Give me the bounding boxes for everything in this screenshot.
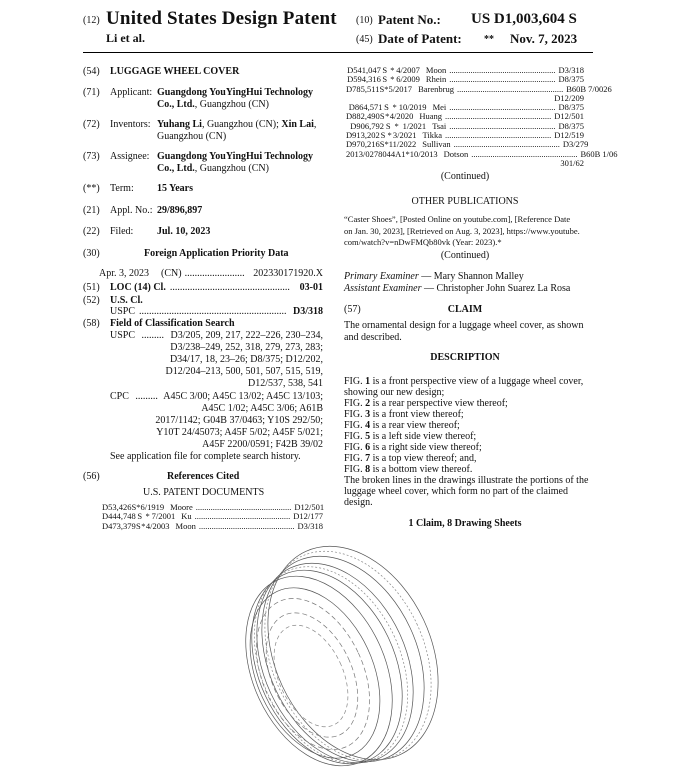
code-45: (45) [356,34,373,45]
ref-name: Moon [175,520,196,531]
claim-text [344,320,584,344]
ref-cited-by-examiner: * [145,511,150,522]
ref-kind: S [385,120,391,131]
inventor-1-location: , Guangzhou (CN); [201,119,282,130]
code-57: (57) [344,304,361,315]
patent-no-label: Patent No.: [378,12,441,27]
ref-class: D3/318 [558,65,584,75]
ref-date: 10/2019 [398,102,427,113]
priority-date: Apr. 3, 2023 [99,268,149,279]
reference-row: D864,571 S * 10/2019 Mei .................................................. D8/375 [346,103,584,112]
ref-kind: S [135,520,141,531]
code-21: (21) [83,205,100,216]
primary-examiner [344,271,524,283]
luggage-wheel-cover-drawing [215,535,475,775]
applicant-block [157,87,313,111]
priority-dots: ........................ [184,268,245,279]
other-publications-text [344,214,584,249]
reference-row: D913,202 S * 3/2021 Tikka .................................................. D12/519 [346,130,584,141]
other-pub-line: on Jan. 30, 2023], [Retrieved on Aug. 3, 2023], https://www.youtube. [344,225,580,236]
inventor-2: Xin Lai [281,119,314,130]
inventor-2-location: , [313,119,317,130]
field-usp: USPC [110,330,136,341]
field-line: D12/204–213, 500, 501, 507, 515, 519, [165,366,323,377]
ref-class: D3/318 [297,520,323,531]
ref-kind: S [382,74,388,85]
ref-number: D913,202 [346,130,380,141]
figure-line: FIG. 7 is a top view thereof; and, [344,453,477,464]
term-value: 15 Years [157,183,194,194]
filed-label: Filed: [110,226,134,237]
priority-row [99,268,323,280]
cpc-line: Y10T 24/45073; A45F 5/02; A45F 5/021; [156,427,323,438]
patent-number: US D1,003,604 S [471,11,577,27]
reference-row: D970,216 S * 11/2022 Sullivan .................................................. D3/279 [346,139,589,150]
applicant-location: , Guangzhou (CN) [194,99,269,110]
code-term: (**) [83,183,100,194]
code-51: (51) [83,282,100,293]
code-72: (72) [83,119,100,130]
ref-date: 10/2013 [409,148,438,159]
ref-kind: S [379,111,385,122]
ref-number: D970,216 [346,139,380,150]
loc-label: LOC (14) Cl. [110,282,166,293]
ref-class: D12/501 [294,502,325,512]
ref-date: 4/2020 [389,111,414,122]
code-58: (58) [83,318,100,329]
ref-class: D12/519 [554,130,584,141]
ref-date: 6/2009 [396,74,420,85]
reference-row-continuation [346,159,584,168]
reference-row: D785,511 S * 5/2017 Barenbrug .................................................. B60B 7/0026 [346,83,612,94]
ref-name: Rhein [425,74,447,85]
claim-line: and described. [344,332,402,343]
header-rule [83,52,593,53]
field-usp-dots: ......... [141,330,165,341]
ref-name: Tsai [432,120,447,131]
ref-cited-by-examiner: * [384,83,389,94]
code-73: (73) [83,151,100,162]
left-references [102,503,323,531]
figure-line: FIG. 2 is a rear perspective view thereof; [344,398,508,409]
patent-kind-title: United States Design Patent [106,8,337,29]
ref-kind: S [382,65,388,75]
ref-number: D444,748 [102,511,136,522]
references-heading: References Cited [167,471,240,482]
uscl-usp: USPC [110,306,136,317]
uscl-label: U.S. Cl. [110,295,143,306]
uscl-dots: ........................................................... [139,306,287,317]
other-publications-heading: OTHER PUBLICATIONS [411,196,519,207]
ref-cited-by-examiner: * [136,502,141,512]
fig-number: 3 [365,409,371,420]
broken-lines-line: design. [344,497,373,508]
continued-references: (Continued) [440,171,490,182]
reference-row: D473,379 S * 4/2003 Moon ............................................. D3/318 [102,520,323,531]
ref-number: D473,379 [102,520,136,531]
code-54: (54) [83,66,100,77]
ref-cited-by-examiner: * [392,102,397,113]
loc-dots: ................................................ [169,282,290,293]
other-pub-line: com/watch?v=nDwFMQb80vk (Year: 2023).* [344,237,502,247]
field-line: D3/205, 209, 217, 222–226, 230–234, [170,330,323,341]
code-52: (52) [83,295,100,306]
assignee-name-line2: Co., Ltd. [157,163,195,174]
sidewall-ellipse [224,567,405,775]
code-71: (71) [83,87,100,98]
inventors-block [157,119,316,143]
ref-number: 2013/0278044 [346,148,396,159]
cpc-lines [150,391,323,451]
priority-heading: Foreign Application Priority Data [144,248,289,259]
ref-class: D3/279 [562,139,589,150]
field-line: D3/238–249, 252, 318, 279, 273, 283; [170,342,323,353]
assistant-examiner-name: — Christopher John Suarez La Rosa [421,283,571,294]
claim-line: The ornamental design for a luggage wheel cover, as shown [344,320,584,331]
ref-kind: S [131,502,137,512]
date-stars: ** [484,34,494,45]
cpc-line: A45C 1/02; A45C 3/06; A61B [201,403,323,414]
reference-row: D541,047 S * 4/2007 Moon .................................................. D3/318 [347,65,584,75]
priority-number: 202330171920.X [253,268,323,279]
code-10: (10) [356,15,373,26]
ref-kind: S [384,102,389,113]
applicant-name-line2: Co., Ltd. [157,99,195,110]
field-line: D34/17, 18, 23–26; D8/375; D12/202, [169,354,323,365]
reference-row: D594,316 S * 6/2009 Rhein .................................................. D8/375 [347,74,584,85]
ref-kind: S [137,511,143,522]
assignee-block [157,151,313,175]
fig-number: 8 [365,464,371,475]
claims-sheets-count: 1 Claim, 8 Drawing Sheets [408,518,522,529]
ref-cited-by-examiner: * [385,111,390,122]
ref-kind: S [379,139,385,150]
ref-class: B60B 7/0026 [566,83,612,94]
ref-number: D594,316 [347,74,381,85]
ref-cited-by-examiner: * [405,148,410,159]
ref-cited-by-examiner: * [394,120,399,131]
figure-line: showing our new design; [344,387,445,398]
continued-publications: (Continued) [440,250,490,261]
ref-name: Moon [425,65,447,75]
ref-date: 6/1919 [140,502,165,512]
uscl-row [110,306,323,318]
ref-date: 3/2021 [392,130,417,141]
date-label: Date of Patent: [378,31,462,46]
description-heading: DESCRIPTION [430,352,500,363]
figure-line: FIG. 6 is a right side view thereof; [344,442,482,453]
inventor-2-location-line2: Guangzhou (CN) [157,131,227,142]
field-usp-lines [160,330,323,390]
ref-number: D541,047 [347,65,381,75]
ref-name: Ku [181,511,192,522]
ref-number: D906,792 [350,120,384,131]
ref-number: D53,426 [102,502,132,512]
ref-number: D864,571 [348,102,383,113]
figure-descriptions [344,376,588,508]
inventor-short: Li et al. [106,31,145,45]
loc-value: 03-01 [299,282,323,293]
ref-name: Barenbrug [418,83,454,94]
design-title: LUGGAGE WHEEL COVER [110,66,240,77]
applicant-name-line1: Guangdong YouYingHui Technology [157,87,313,98]
filed-date: Jul. 10, 2023 [157,226,211,237]
tread-groove-a [233,520,464,775]
field-search-label: Field of Classification Search [110,318,235,329]
primary-examiner-label: Primary Examiner [344,271,419,282]
ref-date: 11/2022 [388,139,417,150]
assistant-examiner-label: Assistant Examiner [344,283,422,294]
us-patent-docs-heading: U.S. PATENT DOCUMENTS [143,487,265,498]
fig-number: 7 [365,453,371,464]
ref-cited-by-examiner: * [390,74,395,85]
assignee-label: Assignee: [110,151,150,162]
tread-outer-ellipse [235,519,471,775]
ref-name: Huang [419,111,442,122]
ref-class: D12/209 [554,92,584,103]
reference-row: D882,490 S * 4/2020 Huang .................................................. D12/501 [346,111,584,122]
figure-line: FIG. 3 is a front view thereof; [344,409,464,420]
ref-date: 5/2017 [388,83,413,94]
patent-date: Nov. 7, 2023 [510,31,578,46]
figure-line: FIG. 4 is a rear view thereof; [344,420,460,431]
ref-class: B60B 1/06 [580,148,618,159]
ref-cited-by-examiner: * [384,139,389,150]
assignee-location: , Guangzhou (CN) [194,163,269,174]
ref-class: D8/375 [558,74,584,85]
ref-kind: S [379,83,385,94]
assignee-name-line1: Guangdong YouYingHui Technology [157,151,313,162]
fig-number: 5 [365,431,371,442]
code-56: (56) [83,471,100,482]
tread-ellipse-3 [226,538,443,775]
ref-date: 7/2001 [151,511,176,522]
inventors-label: Inventors: [110,119,151,130]
priority-country: (CN) [161,268,182,279]
field-usp-prefix [110,330,164,342]
ref-name: Sullivan [422,139,451,150]
tread-ellipse-2 [230,530,455,775]
cpc-line: A45F 2200/0591; F42B 39/02 [202,439,323,450]
ref-class: D8/375 [558,120,584,131]
assistant-examiner [344,283,570,295]
ref-cited-by-examiner: * [387,130,392,141]
ref-class: D8/375 [558,102,585,113]
ref-date: 1/2021 [402,120,427,131]
cpc-line: A45C 3/00; A45C 13/02; A45C 13/103; [163,391,323,402]
ref-name: Mei [432,102,447,113]
fig-number: 6 [365,442,371,453]
ref-kind: S [380,130,386,141]
ref-kind: A1 [395,148,406,159]
broken-line-inner-c [259,614,363,739]
broken-lines-line: luggage wheel cover, which form no part of the claimed [344,486,568,497]
ref-class: D12/501 [554,111,584,122]
ref-name: Moore [170,502,193,512]
reference-row: 2013/0278044 A1 * 10/2013 Dotson .................................................. B60B 1/06 [346,148,618,159]
code-12: (12) [83,15,100,26]
see-application-note: See application file for complete search history. [110,451,301,462]
fig-number: 4 [365,420,371,431]
code-22: (22) [83,226,100,237]
cpc-label: CPC [110,391,129,402]
cpc-dots: ......... [135,391,158,402]
inventor-1: Yuhang Li [157,119,202,130]
fig-number: 2 [365,398,371,409]
reference-row: D53,426 S * 6/1919 Moore ............................................. D12/501 [102,502,325,512]
fig-number: 1 [365,376,371,387]
right-references [346,65,618,168]
ref-class: 301/62 [560,157,584,168]
ref-name: Tikka [422,130,442,141]
tread-ellipse-4 [222,546,431,775]
uscl-value: D3/318 [293,306,323,317]
broken-lines-line: The broken lines in the drawings illustrate the portions of the [344,475,589,486]
reference-row: D906,792 S * 1/2021 Tsai .................................................. D8/375 [346,122,584,131]
ref-class: D12/177 [293,511,323,522]
code-30: (30) [83,248,100,259]
claim-heading: CLAIM [447,304,483,315]
figure-line: FIG. 5 is a left side view thereof; [344,431,477,442]
other-pub-line: “Caster Shoes”, [Posted Online on youtube.com], [Reference Date [344,214,571,224]
figure-line: FIG. 8 is a bottom view thereof. [344,464,473,475]
cpc-line: 2017/1142; G04B 37/0463; Y10S 292/50; [155,415,323,426]
reference-row: D444,748 S * 7/2001 Ku ............................................. D12/177 [102,511,323,522]
figure-line: FIG. 1 is a front perspective view of a luggage wheel cover, [344,376,584,387]
ref-name: Dotson [443,148,469,159]
ref-date: 4/2007 [396,65,420,75]
loc-row [110,282,323,294]
appl-label: Appl. No.: [110,205,153,216]
field-line: D12/537, 538, 541 [248,378,323,389]
term-label: Term: [110,183,134,194]
ref-date: 4/2003 [145,520,170,531]
ref-cited-by-examiner: * [390,65,395,75]
ref-cited-by-examiner: * [141,520,146,531]
appl-number: 29/896,897 [157,205,203,216]
ref-number: D785,511 [346,83,380,94]
applicant-label: Applicant: [110,87,153,98]
ref-number: D882,490 [346,111,380,122]
primary-examiner-name: — Mary Shannon Malley [418,271,524,282]
